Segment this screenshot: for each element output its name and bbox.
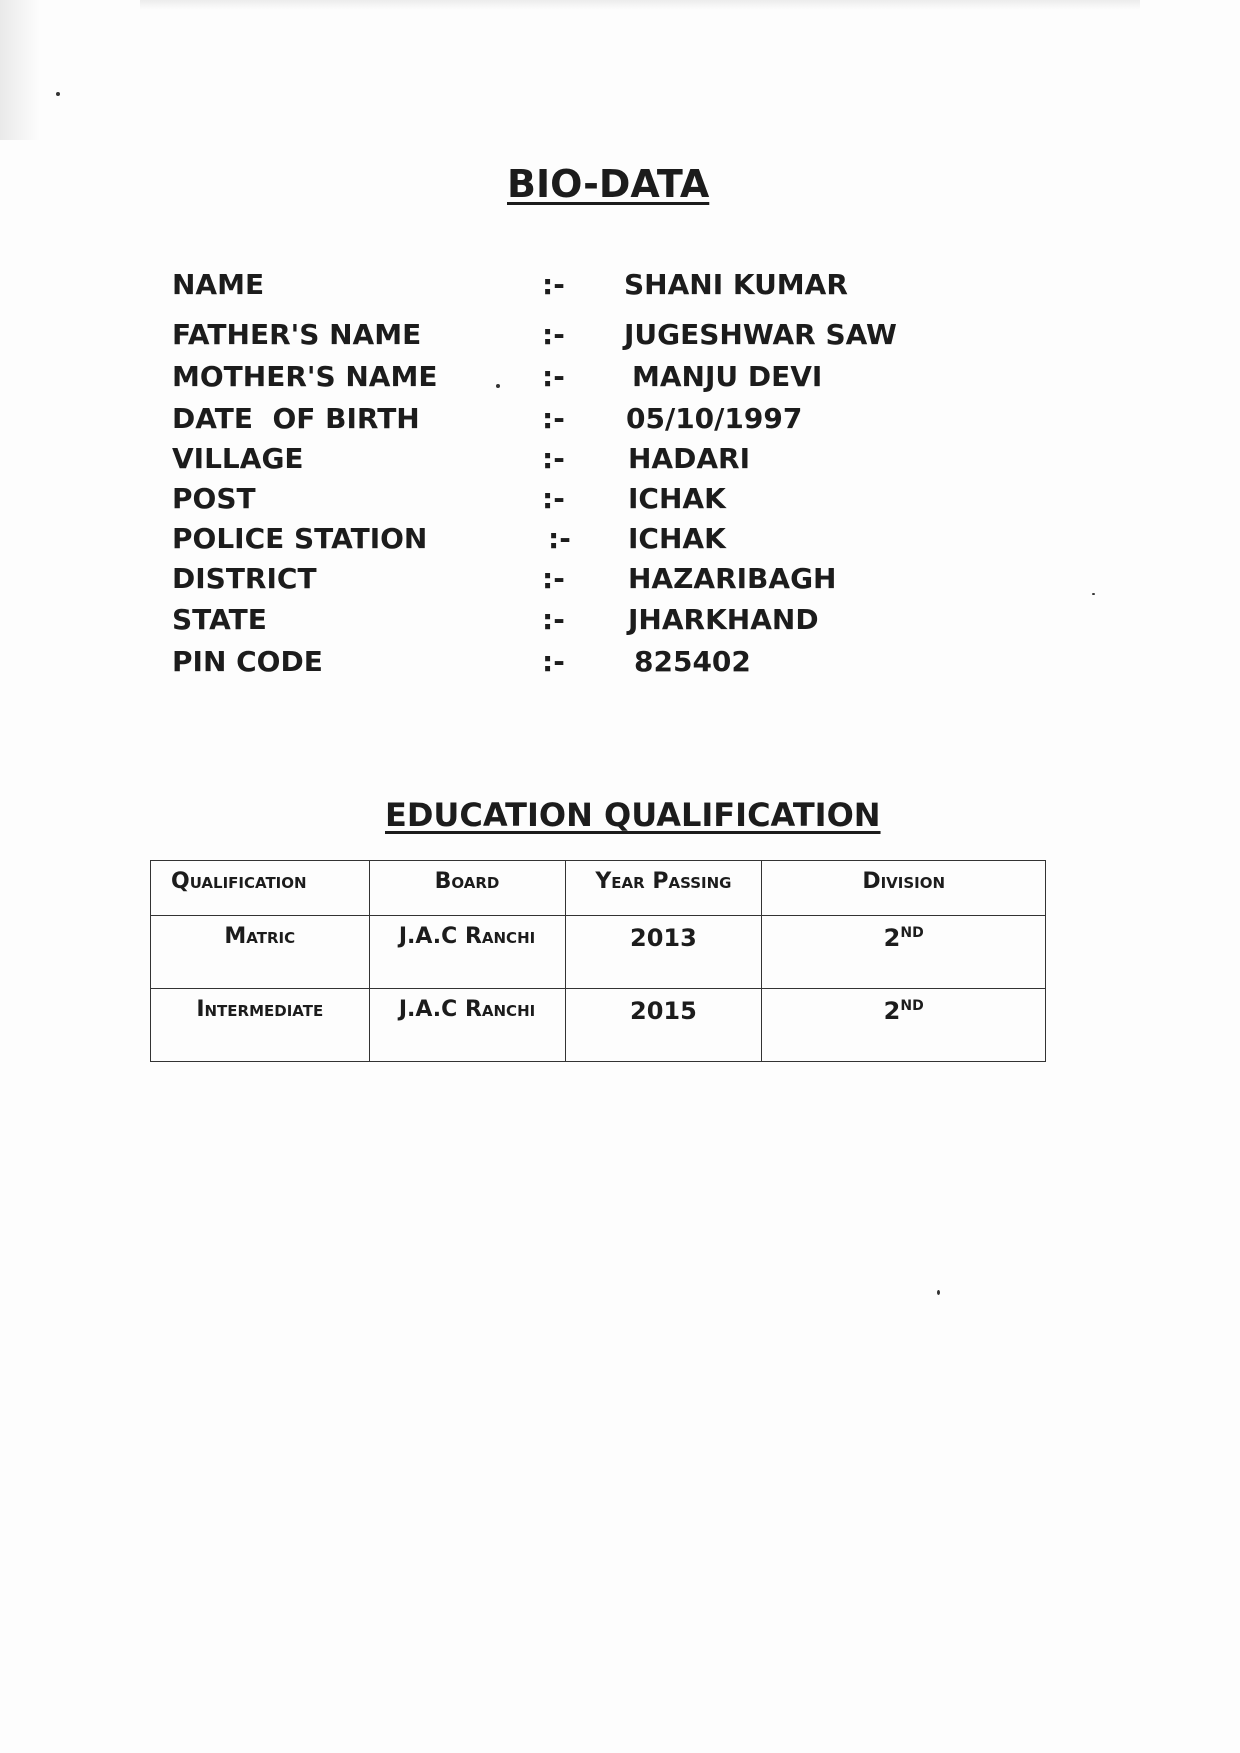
column-header-qualification: Qualification: [151, 861, 370, 916]
field-row-police-station: [0, 522, 1240, 562]
field-row-district: [0, 562, 1240, 602]
field-value: ICHAK: [628, 522, 726, 555]
field-value: MANJU DEVI: [632, 360, 823, 393]
field-row-mothers-name: [0, 360, 1240, 400]
field-row-fathers-name: [0, 318, 1240, 358]
field-row-post: [0, 482, 1240, 522]
scan-speck: [1092, 593, 1095, 595]
field-row-state: [0, 603, 1240, 643]
field-separator: :-: [548, 522, 571, 555]
field-label: MOTHER'S NAME: [172, 360, 438, 393]
field-row-village: [0, 442, 1240, 482]
division-suffix: ND: [900, 925, 924, 941]
field-label: DISTRICT: [172, 562, 317, 595]
field-value: 825402: [634, 645, 751, 678]
scan-speck: [937, 1290, 940, 1295]
page-title: BIO-DATA: [507, 162, 710, 206]
table-header-row: [151, 861, 1046, 916]
scan-shadow-left: [0, 0, 40, 140]
field-separator: :-: [542, 318, 565, 351]
division-value: 2: [883, 924, 901, 952]
field-value: JHARKHAND: [628, 603, 819, 636]
field-label: POLICE STATION: [172, 522, 428, 555]
table-row: [151, 989, 1046, 1062]
field-separator: :-: [542, 645, 565, 678]
cell-year: 2013: [565, 916, 762, 989]
column-header-division: Division: [762, 861, 1046, 916]
field-separator: :-: [542, 360, 565, 393]
division-suffix: ND: [900, 998, 924, 1014]
field-value: JUGESHWAR SAW: [624, 318, 897, 351]
table-row: [151, 916, 1046, 989]
field-label: PIN CODE: [172, 645, 323, 678]
field-value: SHANI KUMAR: [624, 268, 848, 301]
scan-shadow-top: [140, 0, 1140, 10]
scan-speck: [496, 384, 500, 388]
field-separator: :-: [542, 562, 565, 595]
field-label: STATE: [172, 603, 267, 636]
field-separator: :-: [542, 482, 565, 515]
field-value: HAZARIBAGH: [628, 562, 837, 595]
field-label: NAME: [172, 268, 265, 301]
field-row-pin-code: [0, 645, 1240, 685]
field-label: VILLAGE: [172, 442, 304, 475]
column-header-board: Board: [369, 861, 565, 916]
education-section-title: EDUCATION QUALIFICATION: [385, 796, 881, 834]
field-value: HADARI: [628, 442, 750, 475]
field-label: POST: [172, 482, 256, 515]
field-row-name: [0, 268, 1240, 308]
cell-qualification: Matric: [151, 916, 370, 989]
field-separator: :-: [542, 402, 565, 435]
field-value: ICHAK: [628, 482, 726, 515]
division-value: 2: [883, 997, 901, 1025]
field-label: FATHER'S NAME: [172, 318, 422, 351]
cell-board: J.A.C Ranchi: [369, 989, 565, 1062]
cell-year: 2015: [565, 989, 762, 1062]
field-separator: :-: [542, 442, 565, 475]
field-label: DATE OF BIRTH: [172, 402, 420, 435]
cell-board: J.A.C Ranchi: [369, 916, 565, 989]
cell-qualification: Intermediate: [151, 989, 370, 1062]
cell-division: [762, 989, 1046, 1062]
column-header-year-passing: Year Passing: [565, 861, 762, 916]
field-row-date-of-birth: [0, 402, 1240, 442]
education-table: [150, 860, 1046, 1062]
field-separator: :-: [542, 268, 565, 301]
scan-speck: [56, 92, 60, 96]
field-value: 05/10/1997: [626, 402, 803, 435]
cell-division: [762, 916, 1046, 989]
field-separator: :-: [542, 603, 565, 636]
